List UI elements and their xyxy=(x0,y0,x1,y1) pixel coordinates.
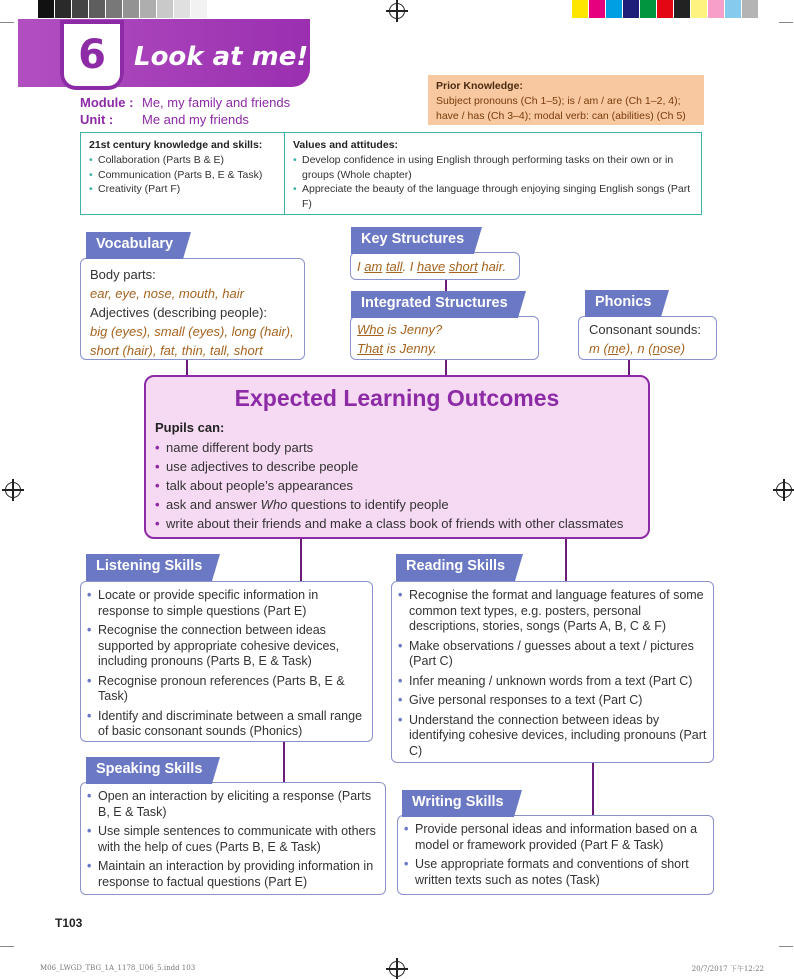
value-item: • Appreciate the beauty of the language through enjoying singing English songs (Part F) xyxy=(293,182,693,211)
vocabulary-example: short (hair), fat, thin, tall, short xyxy=(90,343,263,358)
skill-item: • Communication (Parts B, E & Task) xyxy=(89,168,276,183)
registration-mark-right xyxy=(776,482,792,498)
connector-line xyxy=(565,539,567,581)
module-label: Module : xyxy=(80,95,134,110)
vocabulary-tag: Vocabulary xyxy=(86,232,183,259)
vocabulary-box xyxy=(80,258,305,360)
speaking-skills-tag: Speaking Skills xyxy=(86,757,212,784)
integrated-structure-question: Who is Jenny? xyxy=(357,322,443,337)
footer-date: 20/7/2017 下午12:22 xyxy=(691,965,764,973)
speaking-item: • Maintain an interaction by providing information in response to factual questions (Part E) xyxy=(87,859,379,890)
writing-skills-tag: Writing Skills xyxy=(402,790,514,817)
skills-values-table xyxy=(80,132,702,215)
values-column xyxy=(285,133,701,214)
reading-skills-tag: Reading Skills xyxy=(396,554,515,581)
skills-column xyxy=(81,133,285,214)
outcome-item: • ask and answer Who questions to identify people xyxy=(155,495,623,514)
listening-item: • Locate or provide specific information in response to simple questions (Part E) xyxy=(87,588,366,619)
vocabulary-label: Body parts: xyxy=(90,267,156,282)
integrated-structures-tag: Integrated Structures xyxy=(351,291,518,318)
skills-title: 21st century knowledge and skills: xyxy=(89,139,263,151)
elo-subtitle: Pupils can: xyxy=(155,420,225,435)
unit-value: Me and my friends xyxy=(142,112,249,127)
connector-line xyxy=(592,763,594,815)
speaking-item: • Open an interaction by eliciting a response (Parts B, E & Task) xyxy=(87,789,379,820)
integrated-structure-answer: That is Jenny. xyxy=(357,341,437,356)
connector-line xyxy=(186,360,188,376)
reading-item: • Infer meaning / unknown words from a text (Part C) xyxy=(398,674,707,690)
footer-file-info: M06_LWGD_TBG_1A_1178_U06_5.indd 103 xyxy=(40,964,196,972)
crop-mark xyxy=(779,946,793,947)
connector-line xyxy=(628,360,630,376)
integrated-structures-box xyxy=(350,316,539,360)
outcome-item: • name different body parts xyxy=(155,438,623,457)
skill-item: • Creativity (Part F) xyxy=(89,182,276,197)
phonics-tag: Phonics xyxy=(585,290,661,317)
page-number: T103 xyxy=(55,916,83,930)
outcome-item: • talk about people’s appearances xyxy=(155,476,623,495)
phonics-box xyxy=(578,316,717,360)
key-structures-box xyxy=(350,252,520,280)
reading-item: • Give personal responses to a text (Part C) xyxy=(398,693,707,709)
unit-label: Unit : xyxy=(80,112,114,127)
phonics-example: m (me), n (nose) xyxy=(589,341,686,356)
listening-skills-box xyxy=(80,581,373,742)
reading-skills-box xyxy=(391,581,714,763)
listening-skills-tag: Listening Skills xyxy=(86,554,212,581)
writing-item: • Provide personal ideas and information based on a model or framework provided (Part F & Task) xyxy=(404,822,707,853)
vocabulary-label: Adjectives (describing people): xyxy=(90,305,268,320)
listening-item: • Identify and discriminate between a small range of basic consonant sounds (Phonics) xyxy=(87,709,366,740)
registration-mark-bottom xyxy=(389,961,405,977)
elo-title: Expected Learning Outcomes xyxy=(234,385,560,411)
color-bar xyxy=(572,0,759,18)
crop-mark xyxy=(0,946,14,947)
vocabulary-example: big (eyes), small (eyes), long (hair), xyxy=(90,324,294,339)
registration-mark-top xyxy=(389,3,405,19)
writing-item: • Use appropriate formats and conventions of short written texts such as notes (Task) xyxy=(404,857,707,888)
key-structures-tag: Key Structures xyxy=(351,227,474,254)
listening-item: • Recognise pronoun references (Parts B, E & Task) xyxy=(87,674,366,705)
unit-title: Look at me! xyxy=(134,42,309,72)
skill-item: • Collaboration (Parts B & E) xyxy=(89,153,276,168)
key-structure-example: I am tall. I have short hair. xyxy=(357,259,507,274)
unit-row xyxy=(80,112,249,127)
module-row xyxy=(80,95,290,110)
unit-number-badge xyxy=(60,20,124,90)
speaking-skills-box xyxy=(80,782,386,895)
crop-mark xyxy=(0,22,14,23)
connector-line xyxy=(300,539,302,581)
prior-knowledge-title: Prior Knowledge: xyxy=(436,80,523,92)
speaking-item: • Use simple sentences to communicate with others with the help of cues (Parts B, E & Task) xyxy=(87,824,379,855)
reading-item: • Understand the connection between ideas by identifying cohesive devices, including pronouns (Part C) xyxy=(398,713,707,760)
reading-item: • Make observations / guesses about a text / pictures (Part C) xyxy=(398,639,707,670)
outcome-item: • write about their friends and make a class book of friends with other classmates xyxy=(155,514,623,533)
expected-learning-outcomes-box xyxy=(144,375,650,539)
grayscale-bar xyxy=(38,0,208,18)
connector-line xyxy=(283,742,285,782)
outcome-item: • use adjectives to describe people xyxy=(155,457,623,476)
connector-line xyxy=(445,360,447,376)
reading-item: • Recognise the format and language features of some common text types, e.g. posters, personal descriptions, stories, songs (Parts A, B, C & F) xyxy=(398,588,707,635)
unit-number: 6 xyxy=(78,32,106,78)
registration-mark-left xyxy=(5,482,21,498)
writing-skills-box xyxy=(397,815,714,895)
crop-mark xyxy=(779,22,793,23)
prior-knowledge-box xyxy=(428,75,704,125)
vocabulary-example: ear, eye, nose, mouth, hair xyxy=(90,286,244,301)
values-title: Values and attitudes: xyxy=(293,139,399,151)
prior-knowledge-line: have / has (Ch 3–4); modal verb: can (abilities) (Ch 5) xyxy=(436,110,686,122)
phonics-label: Consonant sounds: xyxy=(589,322,702,337)
value-item: • Develop confidence in using English through performing tasks on their own or in groups (Whole chapter) xyxy=(293,153,693,182)
listening-item: • Recognise the connection between ideas supported by appropriate cohesive devices, including pronouns (Parts B, E & Task) xyxy=(87,623,366,670)
module-value: Me, my family and friends xyxy=(142,95,291,110)
prior-knowledge-line: Subject pronouns (Ch 1–5); is / am / are (Ch 1–2, 4); xyxy=(436,95,681,107)
